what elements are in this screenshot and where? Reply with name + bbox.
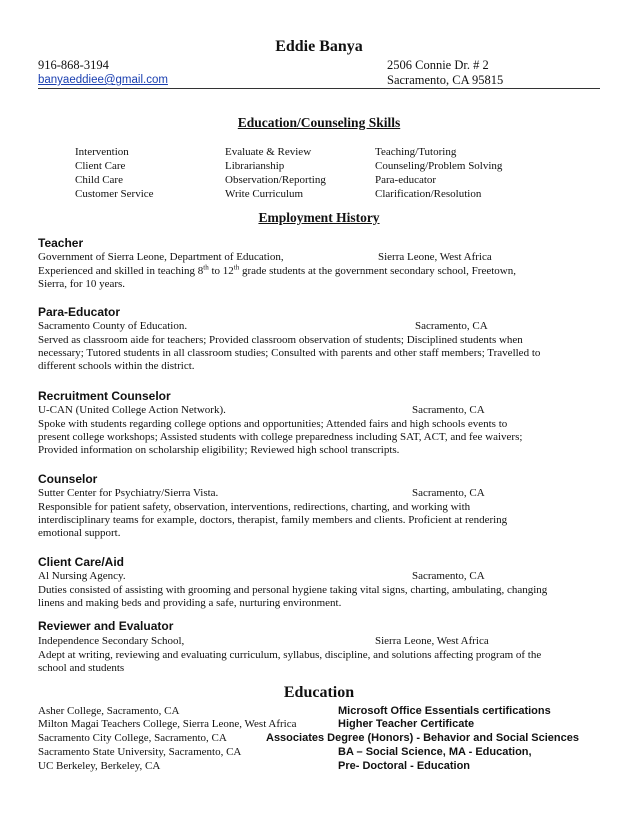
phone-number: 916-868-3194: [38, 58, 109, 72]
job-location: Sierra Leone, West Africa: [375, 635, 489, 647]
education-school: Milton Magai Teachers College, Sierra Leone, West Africa: [38, 718, 297, 730]
job-employer: Government of Sierra Leone, Department of Education,: [38, 251, 284, 263]
job-description: Duties consisted of assisting with grooming and personal hygiene taking vital signs, charting, ambulating, changing: [38, 584, 548, 596]
job-employer: Al Nursing Agency.: [38, 570, 126, 582]
job-description: linens and making beds and providing a safe, nurturing environment.: [38, 597, 342, 609]
skill-item: Evaluate & Review: [225, 146, 312, 158]
skill-item: Customer Service: [75, 188, 154, 200]
skill-item: Para-educator: [375, 174, 437, 186]
job-title: Recruitment Counselor: [38, 389, 171, 403]
job-title: Teacher: [38, 236, 84, 250]
skill-item: Librarianship: [225, 160, 285, 172]
education-school: Asher College, Sacramento, CA: [38, 705, 180, 717]
job-employer: Sutter Center for Psychiatry/Sierra Vista.: [38, 487, 219, 499]
education-school: Sacramento City College, Sacramento, CA: [38, 732, 227, 744]
job-employer: Independence Secondary School,: [38, 635, 185, 647]
job-description: Responsible for patient safety, observation, interventions, redirections, charting, and working with: [38, 501, 471, 513]
address-line-1: 2506 Connie Dr. # 2: [387, 58, 489, 72]
job-title: Reviewer and Evaluator: [38, 619, 174, 633]
address-line-2: Sacramento, CA 95815: [387, 73, 504, 87]
email-link[interactable]: banyaeddiee@gmail.com: [38, 74, 168, 86]
job-description: Served as classroom aide for teachers; Provided classroom observation of students; Disciplined students when: [38, 334, 523, 346]
education-school: Sacramento State University, Sacramento, CA: [38, 746, 242, 758]
job-description: Experienced and skilled in teaching 8th to 12th grade students at the government secondary school, Freetown,: [38, 263, 516, 277]
job-location: Sacramento, CA: [412, 570, 485, 582]
skill-item: Write Curriculum: [225, 188, 304, 200]
job-description: Adept at writing, reviewing and evaluating curriculum, syllabus, discipline, and solutions affecting program of the: [38, 649, 542, 661]
job-description: school and students: [38, 662, 125, 674]
job-employer: Sacramento County of Education.: [38, 320, 188, 332]
skill-item: Clarification/Resolution: [375, 188, 482, 200]
skill-item: Client Care: [75, 160, 126, 172]
skill-item: Teaching/Tutoring: [375, 146, 457, 158]
job-location: Sacramento, CA: [412, 487, 485, 499]
employment-heading: Employment History: [258, 210, 380, 225]
job-title: Counselor: [38, 472, 98, 486]
job-description: necessary; Tutored students in all classroom studies; Consulted with parents and other staff members; Travelled to: [38, 347, 541, 359]
education-credential: Pre- Doctoral - Education: [338, 760, 471, 772]
job-employer: U-CAN (United College Action Network).: [38, 404, 226, 416]
skill-item: Observation/Reporting: [225, 174, 326, 186]
job-title: Client Care/Aid: [38, 555, 125, 569]
job-description: Spoke with students regarding college options and opportunities; Attended fairs and high schools events to: [38, 418, 508, 430]
job-description: different schools within the district.: [38, 360, 195, 372]
job-title: Para-Educator: [38, 305, 121, 319]
job-description: Provided information on scholarship eligibility; Reviewed high school transcripts.: [38, 444, 400, 456]
job-location: Sacramento, CA: [415, 320, 488, 332]
education-school: UC Berkeley, Berkeley, CA: [38, 760, 161, 772]
skill-item: Intervention: [75, 146, 129, 158]
education-credential: Higher Teacher Certificate: [338, 718, 475, 730]
skill-item: Counseling/Problem Solving: [375, 160, 503, 172]
job-location: Sacramento, CA: [412, 404, 485, 416]
job-location: Sierra Leone, West Africa: [378, 251, 492, 263]
skills-heading: Education/Counseling Skills: [237, 115, 401, 130]
job-description: emotional support.: [38, 527, 121, 539]
education-heading: Education: [283, 684, 355, 701]
skill-item: Child Care: [75, 174, 123, 186]
education-credential: Microsoft Office Essentials certifications: [338, 705, 551, 717]
education-credential: BA – Social Science, MA - Education,: [338, 746, 532, 758]
job-description: present college workshops; Assisted students with college preparedness including SAT, ACT, and fee waivers;: [38, 431, 523, 443]
resume-name: Eddie Banya: [275, 38, 363, 55]
header-divider: [38, 88, 600, 89]
job-description: Sierra, for 10 years.: [38, 278, 126, 290]
job-description: interdisciplinary teams for example, doctors, therapist, family members and clients. Proficient at rendering: [38, 514, 508, 526]
education-credential: Associates Degree (Honors) - Behavior and Social Sciences: [266, 732, 580, 744]
